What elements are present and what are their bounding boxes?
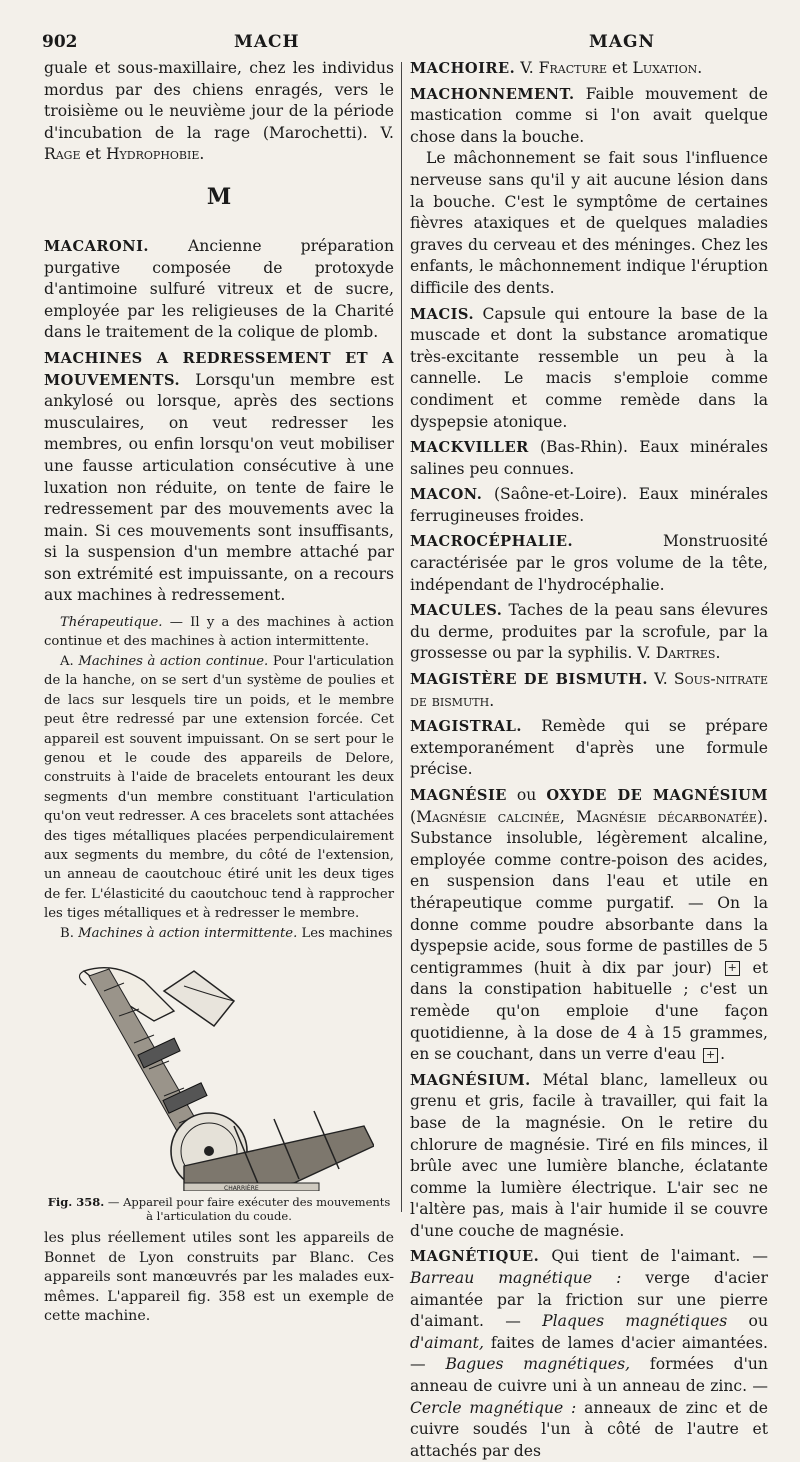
entry-magistere: MAGISTÈRE DE BISMUTH. V. Sous-nitrate de bismuth. [410, 670, 768, 710]
headword: MAGNÉTIQUE. [410, 1248, 540, 1266]
maker-stamp: CHARRIÈRE [224, 1184, 259, 1191]
entry-machines: MACHINES A REDRESSEMENT ET A MOUVEMENTS. Lorsqu'un membre est ankylosé ou lorsque, après des sections musculaires, on veut redresser les membres, ou enfin lorsqu'on veut mobiliser une fausse articulation consécutive à une luxation non réduite, on tente de faire le redressement par des mouvements avec la main. Si ces mouvements sont insuffisants, si la suspension d'un membre attaché par son extrémité est impuissante, on a recours aux machines à redressement. [44, 349, 394, 605]
entry-mackviller: MACKVILLER (Bas-Rhin). Eaux minérales salines peu connues. [410, 438, 768, 478]
headword: MACON. [410, 486, 483, 504]
headword: MAGISTRAL. [410, 718, 522, 736]
headword: MACROCÉPHALIE. [410, 533, 574, 551]
entry-magnetique: MAGNÉTIQUE. Qui tient de l'aimant. — Barreau magnétique : verge d'acier aimantée par la friction sur une pierre d'aimant. — Plaques magnétiques ou d'aimant, faites de lames d'acier aimantées. — Bagues magnétiques, formées d'un anneau de cuivre uni à un anneau de zinc. — Cercle magnétique : anneaux de zinc et de cuivre soudés l'un à côté de l'autre et attachés par des [410, 1247, 768, 1460]
headword: MACARONI. [44, 237, 150, 255]
headword: MACIS. [410, 305, 475, 323]
entry-macules: MACULES. Taches de la peau sans élevures du derme, produites par la scrofule, par la grossesse ou par la syphilis. V. Dartres. [410, 601, 768, 663]
continued-entry: guale et sous-maxillaire, chez les individus mordus par des chiens enragés, vers le troisième ou le neuvième jour de la période d'incubation de la rage (Marochetti). V. Rage et Hydrophobie. [44, 59, 394, 164]
left-column [44, 58, 394, 1327]
headword: MACHONNEMENT. [410, 85, 575, 103]
entry-macrocephalie: MACROCÉPHALIE. Monstruosité caractérisée par le gros volume de la tête, indépendant de l'hydrocéphalie. [410, 532, 768, 594]
headword: MAGISTÈRE DE BISMUTH. [410, 671, 648, 689]
figure-358-illustration [44, 951, 374, 1191]
entry-magistral: MAGISTRAL. Remède qui se prépare extemporanément d'après une formule précise. [410, 717, 768, 779]
formula-reference-icon: + [703, 1048, 718, 1063]
elbow-apparatus-drawing [44, 951, 374, 1191]
machonnement-continued: Le mâchonnement se fait sous l'influence nerveuse sans qu'il y ait aucune lésion dans la bouche. C'est le symptôme de certaines fièvres ataxiques et de quelques maladies graves du cerveau et des méninges. Chez les enfants, le mâchonnement indique l'éruption difficile des dents. [410, 149, 768, 297]
headword: MACHINES A REDRESSEMENT ET A MOUVEMENTS. [44, 349, 394, 389]
headword: MACULES. [410, 602, 503, 620]
section-letter: M [206, 183, 232, 210]
page-number: 902 [42, 32, 78, 52]
figure-caption: Fig. 358. — Appareil pour faire exécuter des mouvements à l'articulation du coude. [47, 1194, 391, 1223]
entry-machonnement: MACHONNEMENT. Faible mouvement de mastication comme si l'on avait quelque chose dans la bouche. [410, 84, 768, 146]
column-divider [401, 62, 402, 1212]
right-running-head: MAGN [589, 32, 656, 52]
formula-reference-icon: + [725, 961, 740, 976]
entry-magnesium: MAGNÉSIUM. Métal blanc, lamelleux ou grenu et gris, facile à travailler, qui fait la base de la magnésie. On le retire du chlorure de magnésie. Tiré en fils minces, il brûle avec une lumière blanche, éclatante comme la lumière électrique. L'air sec ne l'altère pas, mais à l'air humide il se couvre d'une couche de magnésie. [410, 1070, 768, 1240]
entry-magnesie: MAGNÉSIE ou OXYDE DE MAGNÉSIUM (Magnésie calcinée, Magnésie décarbonatée). Substance insoluble, légèrement alcaline, employée comme contre-poison des acides, en suspension dans l'eau et utile en thérapeutique comme purgatif. — On la donne comme poudre absorbante dans la dyspepsie acide, sous forme de pastilles de 5 centigrammes (huit à dix par jour) + et dans la constipation habituelle ; c'est un remède qu'on emploie d'une façon quotidienne, à la dose de 4 à 15 grammes, en se couchant, dans un verre d'eau + . [410, 786, 768, 1064]
headword: MACHOIRE. [410, 60, 516, 77]
left-running-head: MACH [234, 32, 300, 52]
therapeutique-paragraph: Thérapeutique. — Il y a des machines à action continue et des machines à action intermittente. [44, 615, 394, 650]
entry-macaroni: MACARONI. Ancienne préparation purgative composée de protoxyde d'antimoine sulfuré vitreux et de sucre, employée par les religieuses de la Charité dans le traitement de la colique de plomb. [44, 236, 394, 342]
right-column [410, 58, 768, 1462]
entry-macon: MACON. (Saône-et-Loire). Eaux minérales ferrugineuses froides. [410, 485, 768, 525]
section-b-paragraph: B. Machines à action intermittente. Les machines [60, 925, 393, 941]
page-header [42, 30, 772, 56]
headword: MACKVILLER [410, 439, 529, 457]
headword: MAGNÉSIUM. [410, 1071, 531, 1089]
headword: MAGNÉSIE [410, 787, 507, 804]
section-a-paragraph: A. Machines à action continue. Pour l'articulation de la hanche, on se sert d'un système de poulies et de lacs sur lesquels tire un poids, et le membre peut être redressé par une extension forcée. Cet appareil est souvent impuissant. On se sert pour le genou et le coude des appareils de Delore, construits à l'aide de bracelets entourant les deux segments d'un membre constituant l'articulation qu'on veut redresser. A ces bracelets sont attachées des tiges métalliques placées perpendiculairement aux segments du membre, du côté de l'extension, un anneau de caoutchouc étiré unit les deux tiges de fer. L'élasticité du caoutchouc tend à rapprocher les tiges métalliques et à redresser le membre. [44, 653, 394, 922]
entry-machoire: MACHOIRE. V. Fracture et Luxation. [410, 59, 703, 77]
after-figure-paragraph: les plus réellement utiles sont les appareils de Bonnet de Lyon construits par Blanc. Ces appareils sont manœuvrés par les malades eux-mêmes. L'appareil fig. 358 est un exemple de cette machine. [44, 1229, 394, 1325]
entry-macis: MACIS. Capsule qui entoure la base de la muscade et dont la substance aromatique très-excitante ressemble un peu à la cannelle. Le macis s'emploie comme condiment et comme remède dans la dyspepsie atonique. [410, 304, 768, 431]
